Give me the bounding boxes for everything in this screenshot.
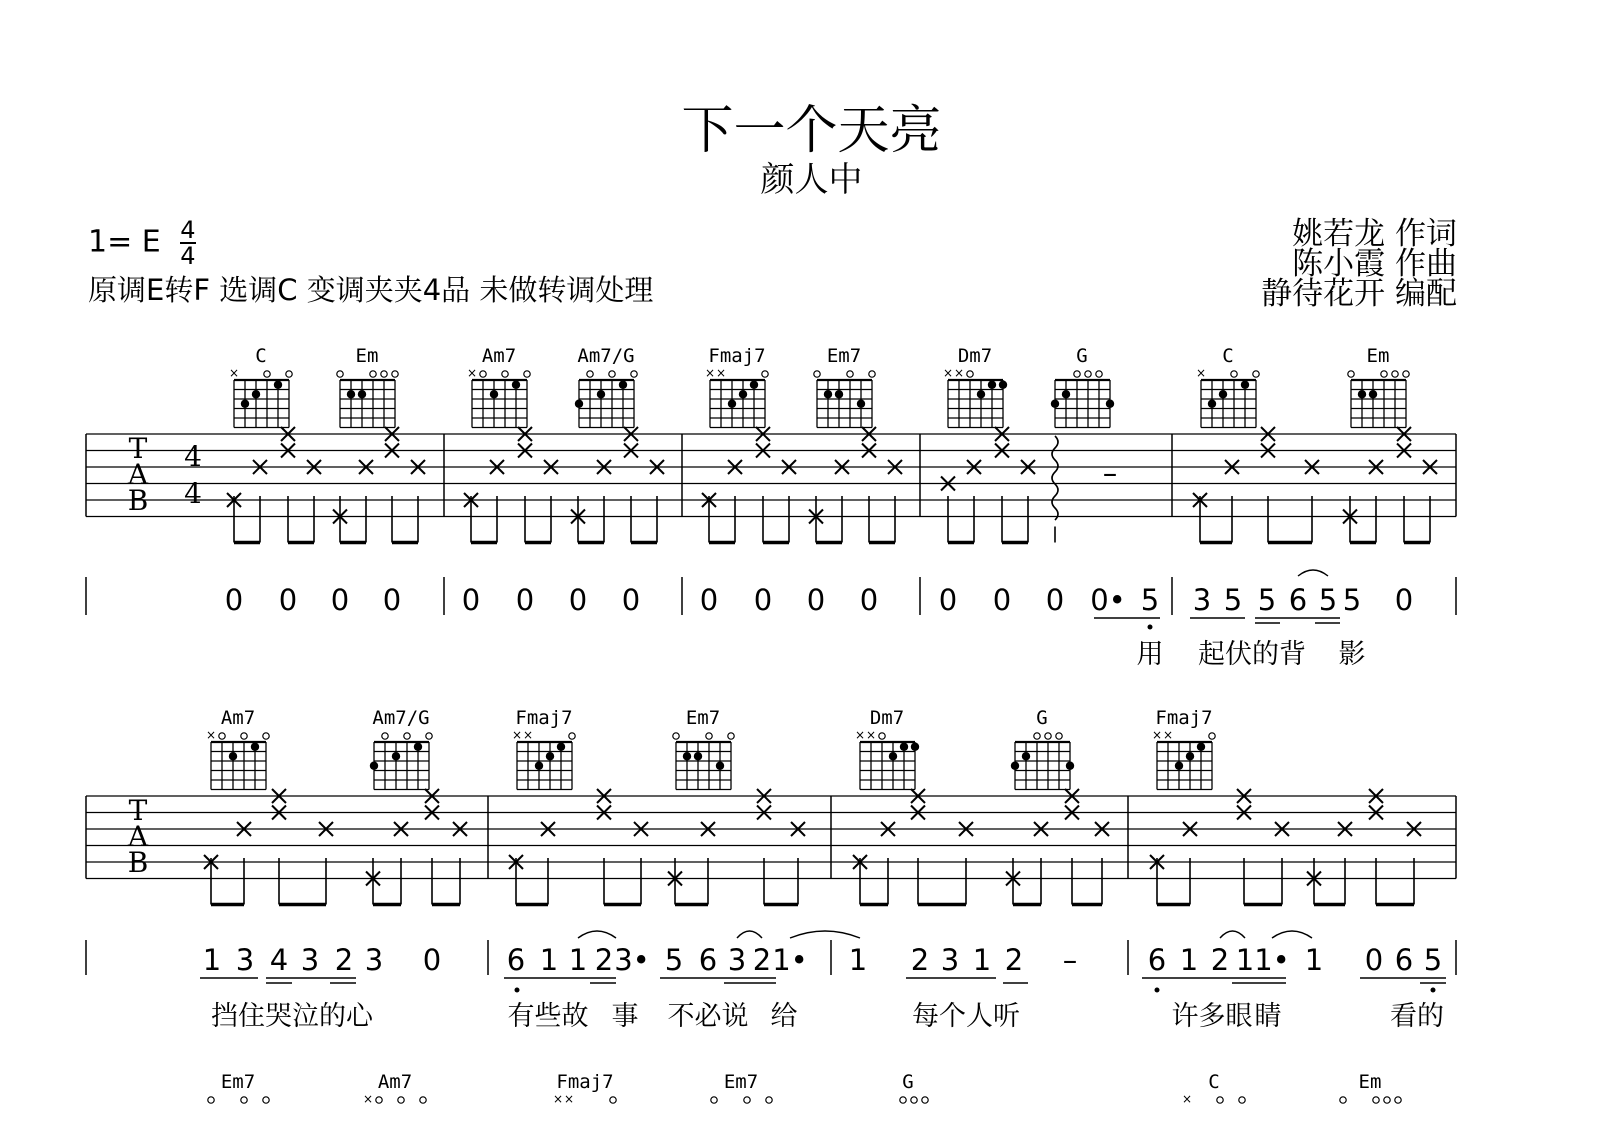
finger-dot	[1369, 390, 1377, 398]
tie	[1298, 570, 1328, 576]
mute-mark: ×	[362, 1092, 374, 1106]
finger-dot	[824, 390, 832, 398]
finger-dot	[229, 752, 237, 760]
chord-diagram-am7	[467, 345, 530, 428]
chord-name: Am7	[377, 1071, 413, 1093]
low-dot	[1148, 625, 1153, 630]
chord-diagram-am7	[363, 1071, 426, 1106]
open-string-mark	[1381, 371, 1387, 377]
chord-diagram-g	[900, 1071, 928, 1103]
open-string-mark	[1085, 371, 1091, 377]
numbered-note: 1	[848, 943, 868, 977]
open-string-mark	[673, 733, 679, 739]
numbered-note: 1	[202, 943, 222, 977]
open-string-mark	[1034, 733, 1040, 739]
mute-mark: ×	[953, 366, 965, 380]
chord-diagram-am7-g	[370, 707, 432, 790]
chord-diagram-em7	[711, 1071, 772, 1103]
chord-name: Am7	[220, 707, 256, 729]
numbered-note: 6	[506, 943, 526, 977]
chord-diagram-em7	[673, 707, 734, 790]
chord-diagram-fmaj7	[512, 707, 575, 790]
mute-mark: ×	[1162, 728, 1174, 742]
finger-dot	[716, 762, 724, 770]
time-sig-top: 4	[180, 216, 196, 244]
open-string-mark	[420, 1097, 426, 1103]
tab-letter-t: T	[128, 794, 148, 827]
tie	[1272, 931, 1312, 938]
numbered-note: 2	[334, 943, 354, 977]
finger-dot	[999, 381, 1007, 389]
numbered-note: 6	[1147, 943, 1167, 977]
finger-dot	[1241, 381, 1249, 389]
numbered-note: 0	[1045, 583, 1065, 617]
numbered-note: 6	[1288, 583, 1308, 617]
open-string-mark	[208, 1097, 214, 1103]
finger-dot	[597, 390, 605, 398]
numbered-note: 0	[224, 583, 244, 617]
numbered-note: 3	[1192, 583, 1212, 617]
mute-mark: ×	[854, 728, 866, 742]
finger-dot	[889, 752, 897, 760]
chord-diagram-em7	[208, 1071, 269, 1103]
open-string-mark	[480, 371, 486, 377]
numbered-note: 0	[938, 583, 958, 617]
mute-mark: ×	[522, 728, 534, 742]
numbered-note: 5	[1318, 583, 1338, 617]
finger-dot	[835, 390, 843, 398]
open-string-mark	[879, 733, 885, 739]
mute-mark: ×	[942, 366, 954, 380]
mute-mark: ×	[865, 728, 877, 742]
chord-name: G	[902, 1071, 914, 1093]
chord-diagram-dm7	[855, 707, 919, 790]
chord-diagram-em	[1340, 1071, 1401, 1103]
open-string-mark	[337, 371, 343, 377]
tab-timesig-bottom: 4	[184, 477, 202, 510]
lyric: 起伏的背	[1198, 639, 1306, 670]
open-string-mark	[711, 1097, 717, 1103]
finger-dot	[274, 381, 282, 389]
chord-diagram-am7	[206, 707, 269, 790]
open-string-mark	[967, 371, 973, 377]
numbered-note: 3	[727, 943, 747, 977]
chord-name: Em	[1358, 1071, 1382, 1093]
numbered-note: 5	[1342, 583, 1362, 617]
numbered-note: 4	[269, 943, 289, 977]
open-string-mark	[922, 1097, 928, 1103]
mute-mark: ×	[228, 366, 240, 380]
numbered-note: 2	[752, 943, 772, 977]
numbered-note: 0	[699, 583, 719, 617]
mute-mark: ×	[205, 728, 217, 742]
open-string-mark	[392, 371, 398, 377]
numbered-note: 3	[300, 943, 320, 977]
numbered-note: 5	[1223, 583, 1243, 617]
open-string-mark	[1392, 371, 1398, 377]
numbered-note: 0	[568, 583, 588, 617]
tie	[578, 931, 616, 938]
chord-diagram-c	[1182, 1071, 1245, 1106]
chord-diagram-c	[1196, 345, 1259, 428]
numbered-note: 0	[992, 583, 1012, 617]
tie	[790, 931, 860, 938]
tie	[737, 931, 762, 938]
tab-letter-b: B	[127, 484, 149, 517]
numbered-note: 1	[568, 943, 588, 977]
rest: –	[1102, 456, 1118, 490]
open-string-mark	[264, 371, 270, 377]
open-string-mark	[762, 371, 768, 377]
time-sig-bottom: 4	[180, 242, 196, 270]
tab-letter-t: T	[128, 432, 148, 465]
finger-dot	[251, 743, 259, 751]
chord-diagram-fmaj7	[553, 1071, 616, 1106]
finger-dot	[392, 752, 400, 760]
open-string-mark	[1373, 1097, 1379, 1103]
mute-mark: ×	[511, 728, 523, 742]
lyric: 看的	[1390, 1001, 1444, 1032]
chord-name: C	[255, 345, 267, 367]
credit-arranger: 静待花开 编配	[1261, 276, 1457, 312]
open-string-mark	[706, 733, 712, 739]
numbered-note: 1	[1235, 943, 1255, 977]
open-string-mark	[1096, 371, 1102, 377]
tie	[1220, 931, 1245, 938]
credit-lyricist: 姚若龙 作词	[1292, 216, 1457, 252]
numbered-note: 0	[330, 583, 350, 617]
numbered-note: 0	[859, 583, 879, 617]
finger-dot	[1197, 743, 1205, 751]
chord-name: Fmaj7	[708, 345, 766, 367]
open-string-mark	[569, 733, 575, 739]
open-string-mark	[587, 371, 593, 377]
lyric: 有些故	[507, 1001, 589, 1032]
mute-mark: ×	[1151, 728, 1163, 742]
lyric: 给	[770, 1001, 798, 1032]
finger-dot	[1358, 390, 1366, 398]
chord-diagram-g	[1011, 707, 1074, 790]
arpeggio-roll	[1052, 436, 1058, 520]
numbered-note: 0	[461, 583, 481, 617]
finger-dot	[900, 743, 908, 751]
chord-diagram-fmaj7	[1152, 707, 1215, 790]
finger-dot	[1208, 400, 1216, 408]
chord-name: Dm7	[869, 707, 905, 729]
open-string-mark	[524, 371, 530, 377]
numbered-note: 0	[515, 583, 535, 617]
chord-diagram-g	[1051, 345, 1114, 428]
finger-dot	[1062, 390, 1070, 398]
open-string-mark	[1403, 371, 1409, 377]
open-string-mark	[263, 1097, 269, 1103]
open-string-mark	[1056, 733, 1062, 739]
finger-dot	[683, 752, 691, 760]
lyric: 每个人听	[912, 1001, 1020, 1032]
finger-dot	[728, 400, 736, 408]
open-string-mark	[1239, 1097, 1245, 1103]
numbered-note: 0	[806, 583, 826, 617]
numbered-note: –	[1062, 943, 1078, 977]
finger-dot	[1175, 762, 1183, 770]
numbered-note: 1	[1304, 943, 1324, 977]
open-string-mark	[766, 1097, 772, 1103]
finger-dot	[490, 390, 498, 398]
finger-dot	[1051, 400, 1059, 408]
numbered-note: 5	[1257, 583, 1277, 617]
open-string-mark	[869, 371, 875, 377]
lyric: 用	[1136, 639, 1164, 670]
numbered-note: 2	[1004, 943, 1024, 977]
mute-mark: ×	[1195, 366, 1207, 380]
finger-dot	[857, 400, 865, 408]
chord-name: G	[1036, 707, 1048, 729]
chord-name: Dm7	[957, 345, 993, 367]
finger-dot	[358, 390, 366, 398]
mute-mark: ×	[466, 366, 478, 380]
chord-diagram-em	[1348, 345, 1409, 428]
numbered-note: 1•	[772, 943, 808, 977]
key-text: 1= E	[88, 224, 161, 260]
numbered-note: 1	[1179, 943, 1199, 977]
chord-diagram-am7-g	[575, 345, 637, 428]
mute-mark: ×	[1181, 1092, 1193, 1106]
finger-dot	[1106, 400, 1114, 408]
open-string-mark	[631, 371, 637, 377]
open-string-mark	[814, 371, 820, 377]
finger-dot	[1066, 762, 1074, 770]
tab-letter-b: B	[127, 846, 149, 879]
chord-name: C	[1222, 345, 1234, 367]
lyric: 事	[611, 1001, 639, 1032]
mute-mark: ×	[563, 1092, 575, 1106]
finger-dot	[1022, 752, 1030, 760]
chord-name: Fmaj7	[1155, 707, 1213, 729]
open-string-mark	[381, 371, 387, 377]
open-string-mark	[1074, 371, 1080, 377]
numbered-note: 1	[539, 943, 559, 977]
open-string-mark	[847, 371, 853, 377]
open-string-mark	[398, 1097, 404, 1103]
open-string-mark	[728, 733, 734, 739]
finger-dot	[414, 743, 422, 751]
numbered-note: 1•	[1254, 943, 1290, 977]
singer-name: 颜人中	[760, 160, 863, 200]
open-string-mark	[744, 1097, 750, 1103]
chord-name: Em	[1366, 345, 1390, 367]
numbered-note: 0	[753, 583, 773, 617]
chord-name: Am7/G	[577, 345, 635, 367]
numbered-note: 3	[364, 943, 384, 977]
low-dot	[1431, 988, 1436, 993]
chord-name: Fmaj7	[515, 707, 573, 729]
lyric: 睛	[1254, 1001, 1282, 1032]
lyric: 影	[1338, 639, 1366, 670]
song-title: 下一个天亮	[681, 101, 942, 161]
finger-dot	[694, 752, 702, 760]
finger-dot	[370, 762, 378, 770]
numbered-note: 3	[940, 943, 960, 977]
open-string-mark	[911, 1097, 917, 1103]
numbered-note: 0	[382, 583, 402, 617]
low-dot	[515, 988, 520, 993]
lyric: 不必说	[667, 1001, 749, 1032]
finger-dot	[557, 743, 565, 751]
chord-name: Em7	[826, 345, 862, 367]
finger-dot	[739, 390, 747, 398]
chord-diagram-em7	[814, 345, 875, 428]
chord-diagram-fmaj7	[705, 345, 768, 428]
numbered-note: 6	[1394, 943, 1414, 977]
numbered-note: 0	[1364, 943, 1384, 977]
open-string-mark	[900, 1097, 906, 1103]
chord-name: Fmaj7	[556, 1071, 614, 1093]
open-string-mark	[1348, 371, 1354, 377]
credit-composer: 陈小霞 作曲	[1292, 246, 1457, 282]
numbered-note: 0	[1394, 583, 1414, 617]
finger-dot	[1186, 752, 1194, 760]
open-string-mark	[382, 733, 388, 739]
open-string-mark	[1217, 1097, 1223, 1103]
finger-dot	[750, 381, 758, 389]
key-note: 原调E转F 选调C 变调夹夹4品 未做转调处理	[88, 273, 654, 307]
open-string-mark	[241, 1097, 247, 1103]
chord-diagram-dm7	[943, 345, 1007, 428]
numbered-note: 5	[1423, 943, 1443, 977]
finger-dot	[575, 400, 583, 408]
finger-dot	[1219, 390, 1227, 398]
numbered-note: 0	[278, 583, 298, 617]
chord-name: Em7	[220, 1071, 256, 1093]
finger-dot	[252, 390, 260, 398]
open-string-mark	[609, 371, 615, 377]
numbered-note: 5	[1140, 583, 1160, 617]
open-string-mark	[404, 733, 410, 739]
chord-name: C	[1208, 1071, 1220, 1093]
numbered-note: 2	[594, 943, 614, 977]
open-string-mark	[219, 733, 225, 739]
chord-name: Em7	[723, 1071, 759, 1093]
lyric: 挡住哭泣的心	[211, 1001, 373, 1032]
numbered-note: 5	[664, 943, 684, 977]
finger-dot	[241, 400, 249, 408]
chord-name: Am7/G	[372, 707, 430, 729]
open-string-mark	[1340, 1097, 1346, 1103]
chord-name: Am7	[481, 345, 517, 367]
finger-dot	[546, 752, 554, 760]
tab-letter-a: A	[127, 820, 149, 853]
mute-mark: ×	[704, 366, 716, 380]
lyric: 许多眼	[1171, 1001, 1253, 1032]
numbered-note: 6	[698, 943, 718, 977]
finger-dot	[512, 381, 520, 389]
open-string-mark	[241, 733, 247, 739]
open-string-mark	[263, 733, 269, 739]
finger-dot	[347, 390, 355, 398]
numbered-note: 2	[1210, 943, 1230, 977]
open-string-mark	[286, 371, 292, 377]
tab-timesig-top: 4	[184, 440, 202, 473]
numbered-note: 3	[235, 943, 255, 977]
open-string-mark	[426, 733, 432, 739]
open-string-mark	[1395, 1097, 1401, 1103]
low-dot	[1155, 988, 1160, 993]
open-string-mark	[1231, 371, 1237, 377]
finger-dot	[1011, 762, 1019, 770]
numbered-note: 0	[422, 943, 442, 977]
chord-name: G	[1076, 345, 1088, 367]
chord-name: Em7	[685, 707, 721, 729]
open-string-mark	[1384, 1097, 1390, 1103]
numbered-note: 0	[621, 583, 641, 617]
finger-dot	[977, 390, 985, 398]
numbered-note: 1	[972, 943, 992, 977]
open-string-mark	[376, 1097, 382, 1103]
open-string-mark	[1209, 733, 1215, 739]
open-string-mark	[1253, 371, 1259, 377]
open-string-mark	[370, 371, 376, 377]
open-string-mark	[610, 1097, 616, 1103]
chord-name: Em	[355, 345, 379, 367]
finger-dot	[988, 381, 996, 389]
tab-letter-a: A	[127, 458, 149, 491]
numbered-note: 3•	[614, 943, 650, 977]
finger-dot	[535, 762, 543, 770]
open-string-mark	[502, 371, 508, 377]
open-string-mark	[1045, 733, 1051, 739]
mute-mark: ×	[715, 366, 727, 380]
finger-dot	[619, 381, 627, 389]
numbered-note: 2	[910, 943, 930, 977]
chord-diagram-c	[229, 345, 292, 428]
numbered-note: 0•	[1090, 583, 1126, 617]
mute-mark: ×	[552, 1092, 564, 1106]
chord-diagram-em	[337, 345, 398, 428]
finger-dot	[911, 743, 919, 751]
